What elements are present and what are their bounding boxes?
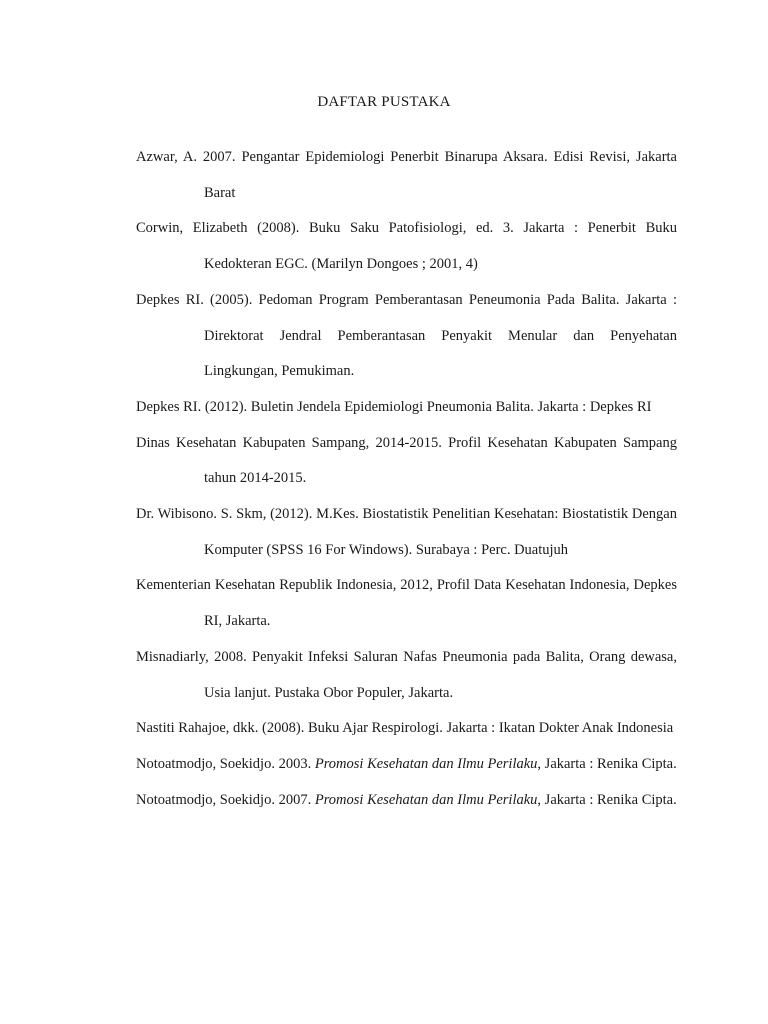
reference-text: Dinas Kesehatan Kabupaten Sampang, 2014-2015. Profil Kesehatan Kabupaten Sampang tahun 2014-2015. [136,434,677,487]
reference-text-end: , Jakarta : Renika Cipta. [537,755,677,772]
reference-text: Azwar, A. 2007. Pengantar Epidemiologi Penerbit Binarupa Aksara. Edisi Revisi, Jakarta Barat [136,149,677,201]
reference-italic-title: Promosi Kesehatan dan Ilmu Perilaku [314,755,538,772]
reference-item [136,783,677,819]
reference-text: Dr. Wibisono. S. Skm, (2012). M.Kes. Biostatistik Penelitian Kesehatan: Biostatistik Dengan Komputer (SPSS 16 For Windows). Surabaya : Perc. Duatujuh [136,506,677,558]
reference-item [136,711,677,747]
reference-text-end: , Jakarta : Renika Cipta. [537,791,677,808]
reference-text: Notoatmodjo, Soekidjo. 2003. [136,755,315,772]
reference-item [136,390,677,426]
reference-text: Notoatmodjo, Soekidjo. 2007. [136,791,315,808]
reference-list [136,140,677,818]
reference-item [136,640,677,711]
reference-item [136,568,677,639]
reference-text: Kementerian Kesehatan Republik Indonesia, 2012, Profil Data Kesehatan Indonesia, Depkes RI, Jakarta. [136,577,677,630]
reference-text: Nastiti Rahajoe, dkk. (2008). Buku Ajar Respirologi. Jakarta : Ikatan Dokter Anak Indonesia [136,720,674,737]
reference-item [136,497,677,568]
page-title: DAFTAR PUSTAKA [317,94,451,110]
reference-item [136,283,677,390]
reference-text: Misnadiarly, 2008. Penyakit Infeksi Saluran Nafas Pneumonia pada Balita, Orang dewasa, Usia lanjut. Pustaka Obor Populer, Jakarta. [136,648,677,701]
reference-italic-title: Promosi Kesehatan dan Ilmu Perilaku [314,791,538,808]
reference-text: Depkes RI. (2005). Pedoman Program Pemberantasan Peneumonia Pada Balita. Jakarta : Direktorat Jendral Pemberantasan Penyakit Menular dan Penyehatan Lingkungan, Pemukiman. [136,291,677,380]
reference-text: Corwin, Elizabeth (2008). Buku Saku Patofisiologi, ed. 3. Jakarta : Penerbit Buku Kedokteran EGC. (Marilyn Dongoes ; 2001, 4) [136,220,677,273]
reference-item [136,747,677,783]
reference-item [136,140,677,211]
reference-item [136,426,677,497]
reference-item [136,211,677,282]
reference-text: Depkes RI. (2012). Buletin Jendela Epidemiologi Pneumonia Balita. Jakarta : Depkes RI [136,398,652,415]
